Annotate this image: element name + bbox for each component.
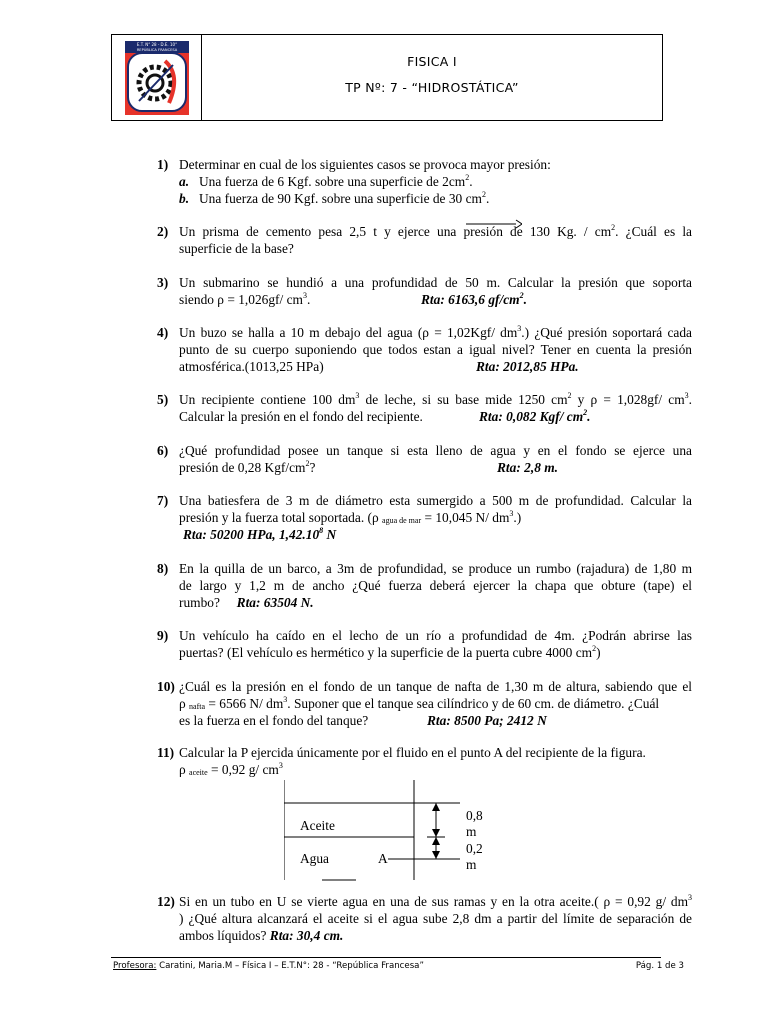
question-text: superficie de la base? xyxy=(179,241,294,256)
question-number: 2) xyxy=(157,224,169,239)
question-9 xyxy=(159,627,692,661)
header-box xyxy=(111,34,663,121)
arrow-mark xyxy=(466,219,522,229)
question-number: 5) xyxy=(157,392,169,407)
question-text: Una batiesfera de 3 m de diámetro esta sumergido a 500 m de profundidad. Calcular la xyxy=(179,493,692,508)
question-number: 1) xyxy=(157,157,169,172)
svg-text:E.T. N° 28 - D.E. 10°: E.T. N° 28 - D.E. 10° xyxy=(136,42,178,47)
question-7 xyxy=(159,492,692,543)
question-text: es la fuerza en el fondo del tanque? Rta: 8500 Pa; 2412 N xyxy=(179,713,547,728)
oil-label: Aceite xyxy=(300,818,335,833)
question-text: ¿Qué profundidad posee un tanque si esta lleno de agua y en el fondo se ejerce una xyxy=(179,443,692,458)
question-number: 9) xyxy=(157,628,169,643)
document-subtitle: TP Nº: 7 - “HIDROSTÁTICA” xyxy=(345,80,519,95)
question-text: En la quilla de un barco, a 3m de profundidad, se produce un rumbo (rajadura) de 1,80 m xyxy=(179,561,692,576)
question-number: 11) xyxy=(157,745,175,760)
question-number: 10) xyxy=(157,679,175,694)
question-text: Un recipiente contiene 100 $dm^3$ de leche, si su base mide 1250 $cm^2$ y ρ = 1,028gf/ $cm^3$. xyxy=(179,391,692,407)
water-label: Agua xyxy=(300,851,330,866)
question-text: puertas? (El vehículo es hermético y la superficie de la puerta cubre 4000 $cm^2$) xyxy=(179,644,601,660)
question-text: ) ¿Qué altura alcanzará el aceite si el agua sube 2,8 dm a partir del límite de separación de xyxy=(179,911,692,926)
question-number: 6) xyxy=(157,443,169,458)
question-text: Un prisma de cemento pesa 2,5 t y ejerce una presión de 130 Kg. / $cm^2$. ¿Cuál es la xyxy=(179,223,692,239)
question-2 xyxy=(159,223,692,257)
question-6 xyxy=(159,442,692,476)
school-logo xyxy=(125,41,189,115)
page-number: Pág. 1 de 3 xyxy=(635,961,684,971)
dimension-label: 0,8 m xyxy=(466,808,483,839)
answer: Rta: 6163,6 $gf/cm^2$. xyxy=(421,291,527,307)
answer: Rta: 50200 HPa, 1,42.10$^8$ N xyxy=(183,526,337,542)
footer-text: Caratini, Maria.M – Física I – E.T.N°: 28 - “República Francesa” xyxy=(156,961,424,971)
question-4 xyxy=(159,324,692,375)
question-text: Un submarino se hundió a una profundidad de 50 m. Calcular la presión que soporta xyxy=(179,275,692,290)
question-text: punto de su cuerpo suponiendo que todos estan a igual nivel? Tener en cuenta la presión xyxy=(179,342,692,357)
question-text: Un buzo se halla a 10 m debajo del agua (ρ = 1,02Kgf/ $dm^3$.) ¿Qué presión soportará cada xyxy=(179,324,693,340)
question-number: 7) xyxy=(157,493,169,508)
question-3 xyxy=(159,274,692,308)
option-b: b. Una fuerza de 90 Kgf. sobre una superficie de 30 $cm^2$. xyxy=(179,190,490,206)
answer: Rta: 30,4 cm. xyxy=(269,928,344,943)
question-number: 8) xyxy=(157,561,169,576)
question-1 xyxy=(159,156,692,207)
question-text: ambos líquidos? Rta: 30,4 cm. xyxy=(179,928,344,943)
question-11 xyxy=(159,744,692,778)
question-text: ¿Cuál es la presión en el fondo de un tanque de nafta de 1,30 m de altura, sabiendo que el xyxy=(179,679,692,694)
question-text: presión y la fuerza total soportada. (ρ $_{agua de mar}$ = 10,045 N/ $dm^3$.) xyxy=(179,509,522,525)
answer: Rta: 2,8 m. xyxy=(497,460,559,475)
svg-text:REPÚBLICA FRANCESA: REPÚBLICA FRANCESA xyxy=(136,48,178,52)
question-text: siendo ρ = 1,026gf/ $cm^3$. Rta: 6163,6 $gf/cm^2$. xyxy=(179,291,527,307)
answer: Rta: 2012,85 HPa. xyxy=(476,359,579,374)
footer-label: Profesora: xyxy=(113,961,157,971)
answer: Rta: 63504 N. xyxy=(236,595,314,610)
option-a: a. Una fuerza de 6 Kgf. sobre una superficie de $2cm^2$. xyxy=(179,173,473,189)
point-a-label: A xyxy=(378,851,388,866)
question-text: Si en un tubo en U se vierte agua en una de sus ramas y en la otra aceite.( ρ = 0,92 g/ $dm^3$ xyxy=(179,893,692,909)
dimension-label: 0,2 m xyxy=(466,841,483,872)
question-text: rumbo? Rta: 63504 N. xyxy=(179,595,314,610)
question-text: Calcular la presión en el fondo del recipiente. Rta: 0,082 Kgf/ $cm^2$. xyxy=(179,408,591,424)
logo-cell xyxy=(112,35,202,120)
question-10 xyxy=(159,678,692,729)
document-title: FISICA I xyxy=(407,54,457,69)
question-number: 3) xyxy=(157,275,169,290)
footer-divider xyxy=(111,957,661,958)
question-text: Un vehículo ha caído en el lecho de un río a profundidad de 4m. ¿Podrán abrirse las xyxy=(179,628,692,643)
question-5 xyxy=(159,391,692,425)
question-text: Determinar en cual de los siguientes casos se provoca mayor presión: xyxy=(179,157,551,172)
question-12 xyxy=(159,893,692,944)
question-text: de largo y 1,2 m de ancho ¿Qué fuerza deberá ejercer la chapa que obture (tape) el xyxy=(179,578,692,593)
footer-author xyxy=(113,961,424,971)
question-number: 12) xyxy=(157,894,175,909)
answer: Rta: 0,082 Kgf/ $cm^2$. xyxy=(479,408,591,424)
question-text: ρ $_{nafta}$ = 6566 N/ $dm^3$. Suponer que el tanque sea cilíndrico y de 60 cm. de diámetro. ¿Cuál xyxy=(179,695,660,711)
question-text: atmosférica.(1013,25 HPa) Rta: 2012,85 HPa. xyxy=(179,359,579,374)
question-text: ρ $_{aceite}$ = 0,92 g/ $cm^3$ xyxy=(179,761,283,777)
question-number: 4) xyxy=(157,325,169,340)
answer: Rta: 8500 Pa; 2412 N xyxy=(427,713,547,728)
question-8 xyxy=(159,560,692,611)
question-text: presión de 0,28 Kgf/$cm^2$? Rta: 2,8 m. xyxy=(179,459,559,475)
question-text: Calcular la P ejercida únicamente por el fluido en el punto A del recipiente de la figura. xyxy=(179,745,646,760)
